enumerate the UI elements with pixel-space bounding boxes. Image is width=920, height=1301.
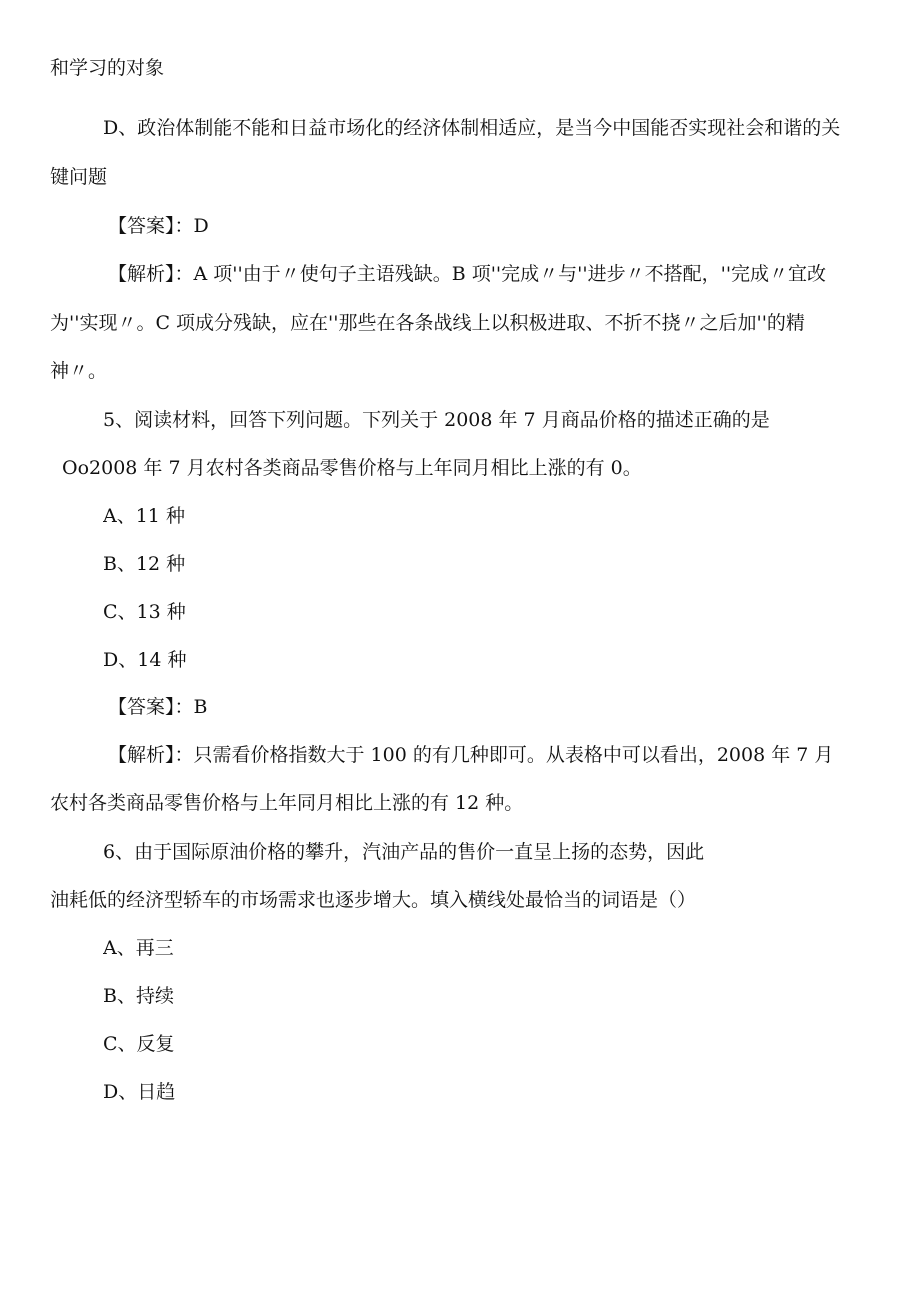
q4-analysis-line2: 为''实现〃。C 项成分残缺，应在''那些在各条战线上以积极进取、不折不挠〃之后加''的精	[50, 312, 805, 334]
q5-option-b: B、12 种	[103, 553, 186, 575]
q5-stem-line1: 5、阅读材料，回答下列问题。下列关于 2008 年 7 月商品价格的描述正确的是	[103, 409, 770, 431]
q6-stem-line1: 6、由于国际原油价格的攀升，汽油产品的售价一直呈上扬的态势，因此	[103, 841, 705, 863]
q5-option-d: D、14 种	[103, 649, 187, 671]
q4-option-d-line2: 键问题	[50, 166, 108, 188]
q6-option-c: C、反复	[103, 1033, 175, 1055]
q5-analysis-line1: 【解析】：只需看价格指数大于 100 的有几种即可。从表格中可以看出，2008 年 7 月	[108, 744, 834, 766]
q6-option-a: A、再三	[103, 937, 174, 959]
q5-option-c: C、13 种	[103, 601, 186, 623]
q6-stem-line2: 油耗低的经济型轿车的市场需求也逐步增大。填入横线处最恰当的词语是（）	[50, 889, 697, 911]
q4-text-end: 和学习的对象	[50, 57, 165, 79]
q5-stem-line2: Oo2008 年 7 月农村各类商品零售价格与上年同月相比上涨的有 0。	[62, 457, 642, 479]
q4-analysis-line1: 【解析】：A 项''由于〃使句子主语残缺。B 项''完成〃与''进步〃不搭配，''完成〃宜改	[108, 263, 827, 285]
q4-answer: 【答案】：D	[108, 215, 209, 237]
q6-option-b: B、持续	[103, 985, 174, 1007]
q5-answer: 【答案】：B	[108, 696, 208, 718]
q4-option-d-line1: D、政治体制能不能和日益市场化的经济体制相适应，是当今中国能否实现社会和谐的关	[103, 117, 841, 139]
q4-analysis-line3: 神〃。	[50, 360, 108, 382]
q6-option-d: D、日趋	[103, 1081, 176, 1103]
q5-option-a: A、11 种	[103, 505, 185, 527]
q5-analysis-line2: 农村各类商品零售价格与上年同月相比上涨的有 12 种。	[50, 792, 524, 814]
